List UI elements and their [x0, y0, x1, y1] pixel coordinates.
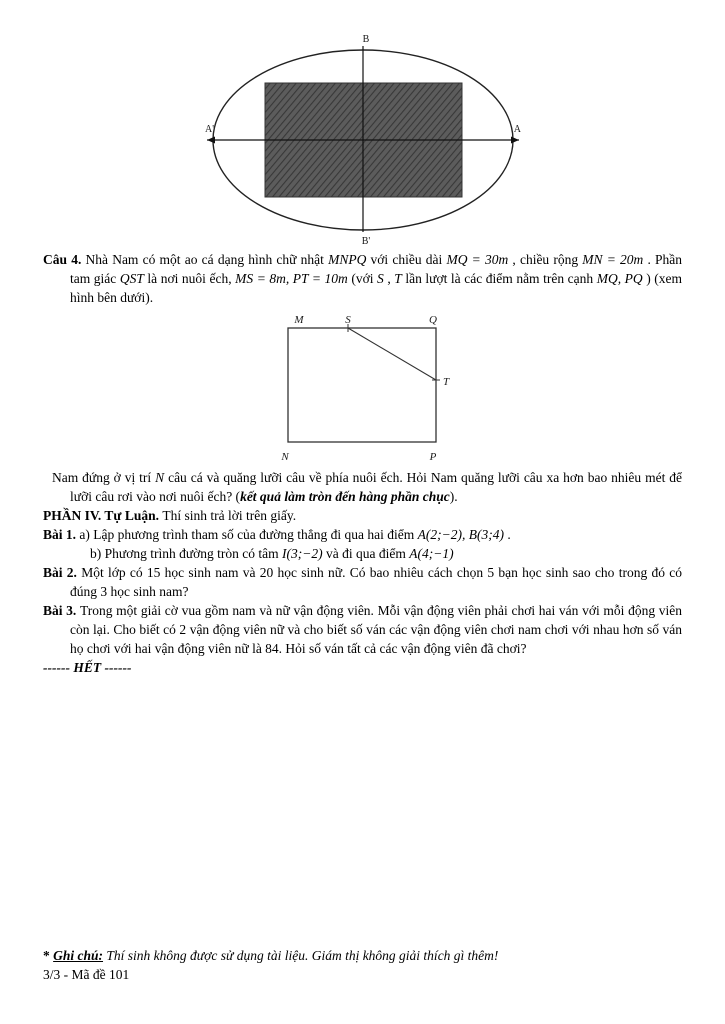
bai1-line-b: b) Phương trình đường tròn có tâm I(3;−2) và đi qua điểm A(4;−1)	[90, 546, 454, 561]
pond-rectangle	[288, 328, 436, 442]
footer-note: * Ghi chú: Thí sinh không được sử dụng tài liệu. Giám thị không giải thích gì thêm!	[43, 948, 499, 963]
bai2-paragraph: Bài 2. Một lớp có 15 học sinh nam và 20 học sinh nữ. Có bao nhiêu cách chọn 5 bạn học sinh sao cho trong đó có đúng 3 học sinh nam?	[43, 565, 682, 599]
end-marker: ------ HẾT ------	[43, 660, 132, 675]
label-A: A	[513, 124, 521, 135]
label-Q: Q	[428, 314, 437, 326]
page-footer	[43, 946, 682, 984]
pond-figure-svg	[263, 312, 463, 464]
label-T: T	[442, 376, 449, 388]
label-A-prime: A'	[204, 124, 214, 135]
axis-arrow-right	[511, 137, 519, 144]
axis-arrow-left	[207, 137, 215, 144]
bai3-paragraph: Bài 3. Trong một giải cờ vua gồm nam và nữ vận động viên. Mỗi vận động viên phải chơi hai ván với mỗi động viên còn lại. Cho biết có 2 vận động viên nữ và cho biết số ván các vận động viên chơi nam chơi với nhau hơn số ván họ chơi với hai vận động viên nữ là 84. Hỏi số ván tất cả các vận động viên đã chơi?	[43, 603, 682, 656]
ellipse-figure-svg	[203, 30, 523, 246]
label-M: M	[293, 314, 304, 326]
nam-question-paragraph: Nam đứng ở vị trí N câu cá và quăng lưỡi câu về phía nuôi ếch. Hỏi Nam quăng lưỡi câu xa hơn bao nhiêu mét để lưỡi câu rơi vào nơi nuôi ếch? (kết quả làm tròn đến hàng phần chục).	[52, 470, 683, 504]
phan4-heading: PHẦN IV. Tự Luận. Thí sinh trả lời trên giấy.	[43, 508, 297, 523]
label-B: B	[362, 34, 369, 45]
pond-figure	[263, 312, 463, 464]
ellipse-figure	[203, 30, 523, 246]
page-number: 3/3 - Mã đề 101	[43, 967, 130, 982]
label-B-prime: B'	[361, 236, 370, 246]
label-S: S	[344, 314, 351, 326]
label-P: P	[429, 451, 436, 463]
bai1-line-a: Bài 1. a) Lập phương trình tham số của đường thẳng đi qua hai điểm A(2;−2), B(3;4) .	[43, 527, 511, 542]
segment-ST	[348, 328, 436, 380]
cau4-paragraph: Câu 4. Nhà Nam có một ao cá dạng hình chữ nhật MNPQ với chiều dài MQ = 30m , chiều rộng MN = 20m . Phần tam giác QST là nơi nuôi ếch, MS = 8m, PT = 10m (với S , T lần lượt là các điểm nằm trên cạnh MQ, PQ ) (xem hình bên dưới).	[43, 252, 683, 305]
label-N: N	[280, 451, 289, 463]
